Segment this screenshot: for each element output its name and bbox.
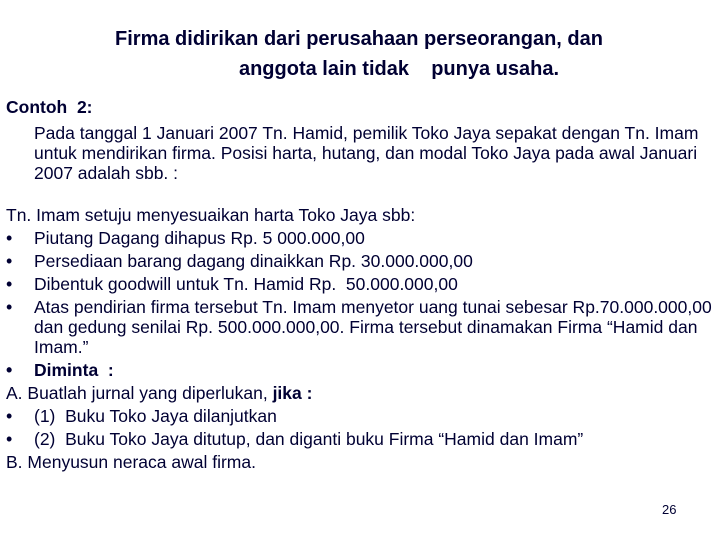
task-a	[6, 383, 722, 403]
slide-title	[0, 24, 728, 84]
spacer	[6, 183, 722, 205]
task-a-text: A. Buatlah jurnal yang diperlukan,	[6, 383, 268, 403]
list-item: • (1) Buku Toko Jaya dilanjutkan	[6, 406, 722, 426]
task-a-condition: jika :	[267, 383, 313, 403]
adjustments-intro: Tn. Imam setuju menyesuaikan harta Toko Jaya sbb:	[6, 205, 416, 225]
list-item: • Dibentuk goodwill untuk Tn. Hamid Rp. 50.000.000,00	[6, 274, 722, 294]
title-line-1: Firma didirikan dari perusahaan perseorangan, dan	[115, 28, 603, 50]
example-paragraph: Pada tanggal 1 Januari 2007 Tn. Hamid, pemilik Toko Jaya sepakat dengan Tn. Imam untuk mendirikan firma. Posisi harta, hutang, dan modal Toko Jaya pada awal Januari 2007 adalah sbb. :	[34, 123, 699, 183]
title-line-2: anggota lain tidak punya usaha.	[238, 58, 560, 80]
task-b: B. Menyusun neraca awal firma.	[6, 452, 256, 472]
example-label: Contoh 2:	[6, 97, 93, 117]
list-item: • Piutang Dagang dihapus Rp. 5 000.000,00	[6, 228, 722, 248]
list-item: • (2) Buku Toko Jaya ditutup, dan diganti buku Firma “Hamid dan Imam”	[6, 429, 722, 449]
slide-body	[6, 97, 722, 472]
adjustments-list	[6, 228, 722, 380]
page-number: 26	[662, 502, 677, 517]
list-item: • Persediaan barang dagang dinaikkan Rp. 30.000.000,00	[6, 251, 722, 271]
list-item: • Atas pendirian firma tersebut Tn. Imam menyetor uang tunai sebesar Rp.70.000.000,00 dan gedung senilai Rp. 500.000.000,00. Firma tersebut dinamakan Firma “Hamid dan Imam.”	[6, 297, 722, 357]
tasks-list	[6, 406, 722, 449]
asked-item: • Diminta :	[6, 360, 722, 380]
